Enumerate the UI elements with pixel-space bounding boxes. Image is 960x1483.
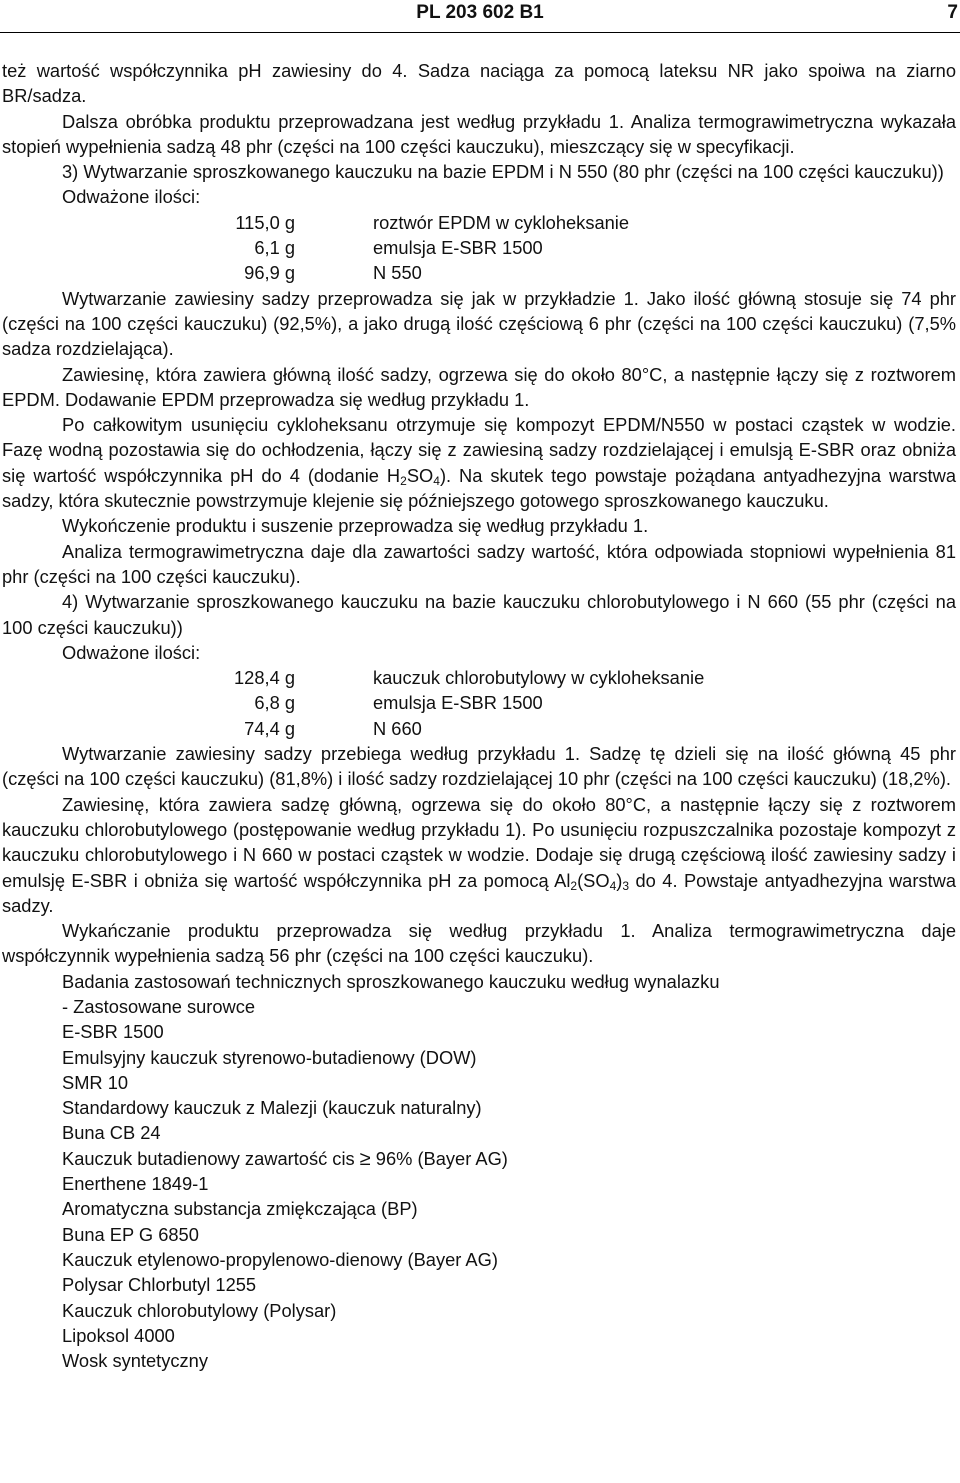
list-item: Polysar Chlorbutyl 1255 <box>62 1274 257 1296</box>
substance: N 660 <box>373 717 422 739</box>
list-item: Wosk syntetyczny <box>62 1350 208 1372</box>
subscript: 2 <box>400 473 407 488</box>
text-run: do 4. Powstaje antyadhezyjna warstwa sadzy. <box>2 869 956 916</box>
paragraph: Wykańczanie produktu przeprowadza się według przykładu 1. Analiza termograwimetryczna daje współczynnik wypełnienia sadzą 56 phr (części na 100 części kauczuku). <box>2 920 956 967</box>
patent-number: PL 203 602 B1 <box>416 2 544 23</box>
page-header <box>0 2 960 26</box>
substance: emulsja E-SBR 1500 <box>373 692 543 714</box>
list-item: Standardowy kauczuk z Malezji (kauczuk naturalny) <box>62 1097 482 1119</box>
paragraph: 3) Wytwarzanie sproszkowanego kauczuku na bazie EPDM i N 550 (80 phr (części na 100 części kauczuku)) <box>62 161 944 183</box>
paragraph: Dalsza obróbka produktu przeprowadzana jest według przykładu 1. Analiza termograwimetryczna wykazała stopień wypełnienia sadzą 48 phr (części na 100 części kauczuku), mieszczący się w specyfikacji. <box>2 110 956 157</box>
subscript: 4 <box>609 878 617 893</box>
amount: 96,9 g <box>244 262 295 284</box>
list-item: Buna CB 24 <box>62 1122 161 1144</box>
list-item: Kauczuk butadienowy zawartość cis ≥ 96% (Bayer AG) <box>62 1147 508 1170</box>
page-number: 7 <box>947 2 958 23</box>
paragraph: Wytwarzanie zawiesiny sadzy przeprowadza się jak w przykładzie 1. Jako ilość główną stosuje się 74 phr (części na 100 części kauczuku) (92,5%), a jako drugą ilość częściową 6 phr (części na 100 części kauczuku) (7,5% sadza rozdzielająca). <box>2 287 956 360</box>
paragraph: Wytwarzanie zawiesiny sadzy przebiega według przykładu 1. Sadzę tę dzieli się na ilość główną 45 phr (części na 100 części kauczuku) (81,8%) i ilość sadzy rozdzielającej 10 phr (części na 100 części kauczuku) (18,2%). <box>2 743 956 790</box>
substance: N 550 <box>373 262 422 284</box>
weights-label: Odważone ilości: <box>62 186 201 208</box>
materials-list <box>2 969 956 1374</box>
list-item: Emulsyjny kauczuk styrenowo-butadienowy (DOW) <box>62 1046 477 1068</box>
weights-row <box>2 235 956 260</box>
text-run: Kauczuk butadienowy zawartość cis <box>62 1147 360 1169</box>
list-item: Badania zastosowań technicznych sproszkowanego kauczuku według wynalazku <box>62 970 720 992</box>
list-item: Buna EP G 6850 <box>62 1223 199 1245</box>
list-item: Kauczuk chlorobutylowy (Polysar) <box>62 1299 337 1321</box>
list-item: E-SBR 1500 <box>62 1021 164 1043</box>
substance: emulsja E-SBR 1500 <box>373 237 543 259</box>
paragraph <box>2 412 956 513</box>
list-item: Aromatyczna substancja zmiękczająca (BP) <box>62 1198 418 1220</box>
list-item: Lipoksol 4000 <box>62 1324 175 1346</box>
text-run: SO <box>406 464 434 486</box>
paragraph: Analiza termograwimetryczna daje dla zawartości sadzy wartość, która odpowiada stopniowi wypełnienia 81 phr (części na 100 części kauczuku). <box>2 540 956 587</box>
amount: 128,4 g <box>234 667 295 689</box>
text-run: 96% (Bayer AG) <box>370 1147 508 1169</box>
subscript: 3 <box>622 878 630 893</box>
amount: 6,8 g <box>254 692 295 714</box>
weights-row <box>2 665 956 690</box>
text-run: ) <box>616 869 623 891</box>
list-item: - Zastosowane surowce <box>62 995 256 1017</box>
paragraph: też wartość współczynnika pH zawiesiny do 4. Sadza naciąga za pomocą lateksu NR jako spoiwa na ziarno BR/sadza. <box>2 60 956 107</box>
header-rule <box>0 32 960 33</box>
weights-label: Odważone ilości: <box>62 641 201 663</box>
document-body <box>2 58 956 1373</box>
text-run: ). Na skutek tego powstaje pożądana antyadhezyjna warstwa sadzy, która skutecznie powstrzymuje klejenie się późniejszego gotowego sproszkowanego kauczuku. <box>2 464 956 512</box>
paragraph: Zawiesinę, która zawiera główną ilość sadzy, ogrzewa się do około 80°C, a następnie łączy się z roztworem EPDM. Dodawanie EPDM przeprowadza się według przykładu 1. <box>2 363 956 410</box>
weights-table <box>2 665 956 741</box>
subscript: 2 <box>570 878 578 893</box>
list-item: Enerthene 1849-1 <box>62 1173 209 1195</box>
substance: roztwór EPDM w cykloheksanie <box>373 211 630 233</box>
paragraph <box>2 792 956 918</box>
substance: kauczuk chlorobutylowy w cykloheksanie <box>373 667 705 689</box>
amount: 74,4 g <box>244 717 295 739</box>
list-item: Kauczuk etylenowo-propylenowo-dienowy (Bayer AG) <box>62 1248 498 1270</box>
amount: 115,0 g <box>235 211 295 233</box>
weights-table <box>2 210 956 286</box>
weights-row <box>2 260 956 285</box>
weights-row <box>2 210 956 235</box>
weights-row <box>2 716 956 741</box>
paragraph: Wykończenie produktu i suszenie przeprowadza się według przykładu 1. <box>62 515 649 537</box>
list-item: SMR 10 <box>62 1071 129 1093</box>
text-run: Zawiesinę, która zawiera sadzę główną, ogrzewa się do około 80°C, a następnie łączy się z roztworem kauczuku chlorobutylowego (postępowanie według przykładu 1). Po usunięciu rozpuszczalnika pozostaje kompozyt z kauczuku chlorobutylowego i N 660 w postaci cząstek w wodzie. Dodaje się drugą częściową ilość zawiesiny sadzy i emulsję E-SBR i obniża się wartość współczynnika pH za pomocą Al <box>2 793 956 891</box>
amount: 6,1 g <box>254 237 295 259</box>
paragraph: 4) Wytwarzanie sproszkowanego kauczuku na bazie kauczuku chlorobutylowego i N 660 (55 phr (części na 100 części kauczuku)) <box>2 591 956 638</box>
text-run: (SO <box>577 869 610 891</box>
subscript: 4 <box>433 473 440 488</box>
text-run: Po całkowitym usunięciu cykloheksanu otrzymuje się kompozyt EPDM/N550 w postaci cząstek w wodzie. Fazę wodną pozostawia się do ochłodzenia, łączy się z zawiesiną sadzy rozdzielającej i emulsją E-SBR oraz obniża się wartość współczynnika pH do 4 (dodanie H <box>2 414 956 486</box>
weights-row <box>2 690 956 715</box>
